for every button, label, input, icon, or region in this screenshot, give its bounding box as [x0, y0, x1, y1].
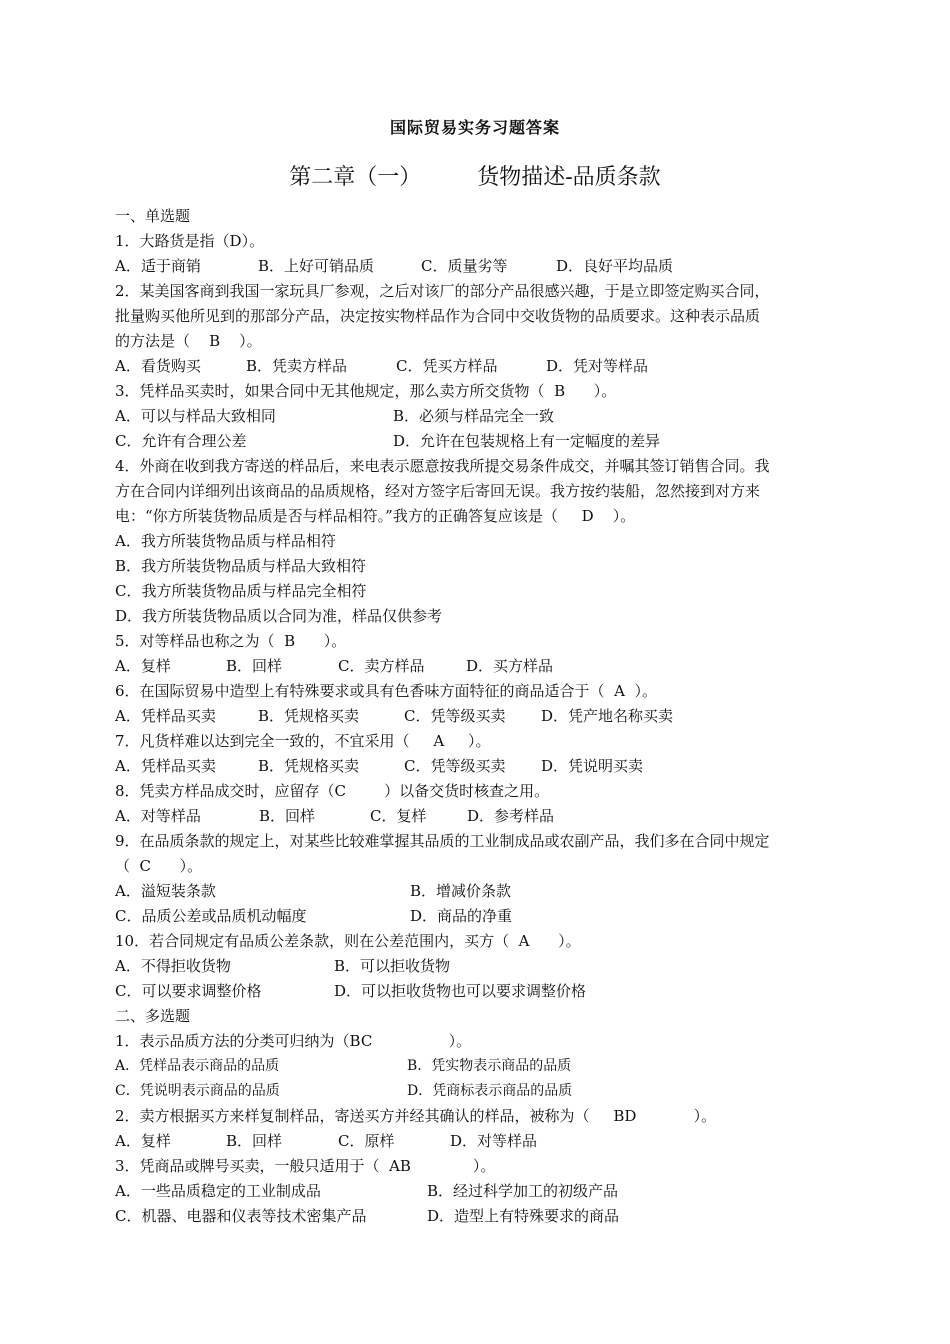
option-a: A．我方所装货物品质与样品相符 [115, 532, 336, 550]
question-stem: 8．凭卖方样品成交时，应留存（C ）以备交货时核查之用。 [115, 782, 550, 800]
option-b: B．必须与样品完全一致 [393, 407, 555, 425]
question-stem: 2．某美国客商到我国一家玩具厂参观，之后对该厂的部分产品很感兴趣，于是立即签定购买合同， [115, 282, 770, 300]
option-b: B．回样 [259, 807, 316, 825]
question-stem: 7．凡货样难以达到完全一致的，不宜采用（ A ）。 [115, 732, 491, 750]
option-c: C．凭等级买卖 [404, 757, 506, 775]
option-c: C．卖方样品 [338, 657, 425, 675]
option-a: A．凭样品买卖 [115, 707, 216, 725]
option-b: B．可以拒收货物 [334, 957, 451, 975]
option-a: A．对等样品 [115, 807, 201, 825]
question-stem-cont: 方在合同内详细列出该商品的品质规格，经对方签字后寄回无误。我方按约装船，忽然接到对方来 [115, 482, 761, 500]
option-d: D．凭产地名称买卖 [541, 707, 674, 725]
option-d: D．凭对等样品 [546, 357, 649, 375]
question-stem: 2．卖方根据买方来样复制样品，寄送买方并经其确认的样品，被称为（ BD ）。 [115, 1107, 717, 1125]
question-stem-cont: 的方法是（ B ）。 [115, 332, 262, 350]
option-a: A．凭样品表示商品的品质 [115, 1058, 280, 1074]
question-stem: 10．若合同规定有品质公差条款，则在公差范围内，买方（ A ）。 [115, 932, 581, 950]
question-stem: 9．在品质条款的规定上，对某些比较难掌握其品质的工业制成品或农副产品，我们多在合同中规定 [115, 832, 770, 850]
option-b: B．增减价条款 [410, 882, 512, 900]
option-b: B．凭卖方样品 [246, 357, 348, 375]
option-d: D．良好平均品质 [556, 257, 674, 275]
option-c: C．凭说明表示商品的品质 [115, 1083, 280, 1099]
option-d: D．凭商标表示商品的品质 [407, 1083, 573, 1099]
option-b: B．回样 [226, 657, 283, 675]
document-title: 国际贸易实务习题答案 [389, 118, 560, 137]
option-a: A．可以与样品大致相同 [115, 407, 276, 425]
option-c: C．品质公差或品质机动幅度 [115, 907, 307, 925]
question-stem: 5．对等样品也称之为（ B ）。 [115, 632, 347, 650]
option-a: A．不得拒收货物 [115, 957, 231, 975]
option-a: A．复样 [115, 657, 171, 675]
question-stem-cont: 批量购买他所见到的那部分产品，决定按实物样品作为合同中交收货物的品质要求。这种表示品质 [115, 307, 761, 325]
option-b: B．凭规格买卖 [258, 707, 360, 725]
section-heading-single: 一、单选题 [115, 207, 191, 225]
option-b: B．经过科学加工的初级产品 [427, 1182, 619, 1200]
option-d: D．买方样品 [466, 657, 554, 675]
question-stem: 6．在国际贸易中造型上有特殊要求或具有色香味方面特征的商品适合于（ A ）。 [115, 682, 657, 700]
option-a: A．看货购买 [115, 357, 201, 375]
option-b: B．上好可销品质 [258, 257, 375, 275]
option-c: C．可以要求调整价格 [115, 982, 262, 1000]
section-heading-multi: 二、多选题 [115, 1007, 191, 1025]
question-stem-cont: 电：“你方所装货物品质是否与样品相符。”我方的正确答复应该是（ D ）。 [115, 507, 636, 525]
option-d: D．我方所装货物品质以合同为准，样品仅供参考 [115, 607, 443, 625]
option-d: D．可以拒收货物也可以要求调整价格 [334, 982, 587, 1000]
question-stem: 3．凭商品或牌号买卖，一般只适用于（ AB ）。 [115, 1157, 496, 1175]
option-a: A．凭样品买卖 [115, 757, 216, 775]
option-c: C．凭买方样品 [396, 357, 498, 375]
option-c: C．允许有合理公差 [115, 432, 247, 450]
option-d: D．商品的净重 [410, 907, 513, 925]
option-b: B．凭实物表示商品的品质 [407, 1058, 572, 1074]
option-d: D．造型上有特殊要求的商品 [427, 1207, 620, 1225]
option-d: D．凭说明买卖 [541, 757, 644, 775]
chapter-heading: 第二章（一） 货物描述-品质条款 [289, 165, 661, 190]
option-b: B．凭规格买卖 [258, 757, 360, 775]
option-a: A．溢短装条款 [115, 882, 216, 900]
question-stem-cont: （ C ）。 [115, 857, 203, 875]
option-c: C．凭等级买卖 [404, 707, 506, 725]
option-d: D．参考样品 [467, 807, 555, 825]
option-c: C．复样 [370, 807, 427, 825]
option-a: A．适于商销 [115, 257, 201, 275]
option-a: A．一些品质稳定的工业制成品 [115, 1182, 321, 1200]
option-a: A．复样 [115, 1132, 171, 1150]
option-c: C．原样 [338, 1132, 395, 1150]
question-stem: 4．外商在收到我方寄送的样品后，来电表示愿意按我所提交易条件成交，并嘱其签订销售合同。我 [115, 457, 770, 475]
option-d: D．允许在包装规格上有一定幅度的差异 [393, 432, 661, 450]
question-stem: 1．表示品质方法的分类可归纳为（BC ）。 [115, 1032, 472, 1050]
option-b: B．我方所装货物品质与样品大致相符 [115, 557, 367, 575]
option-c: C．质量劣等 [421, 257, 508, 275]
option-d: D．对等样品 [450, 1132, 538, 1150]
option-b: B．回样 [226, 1132, 283, 1150]
question-stem: 1．大路货是指（D）。 [115, 232, 265, 250]
option-c: C．我方所装货物品质与样品完全相符 [115, 582, 367, 600]
question-stem: 3．凭样品买卖时，如果合同中无其他规定，那么卖方所交货物（ B ）。 [115, 382, 617, 400]
option-c: C．机器、电器和仪表等技术密集产品 [115, 1207, 367, 1225]
